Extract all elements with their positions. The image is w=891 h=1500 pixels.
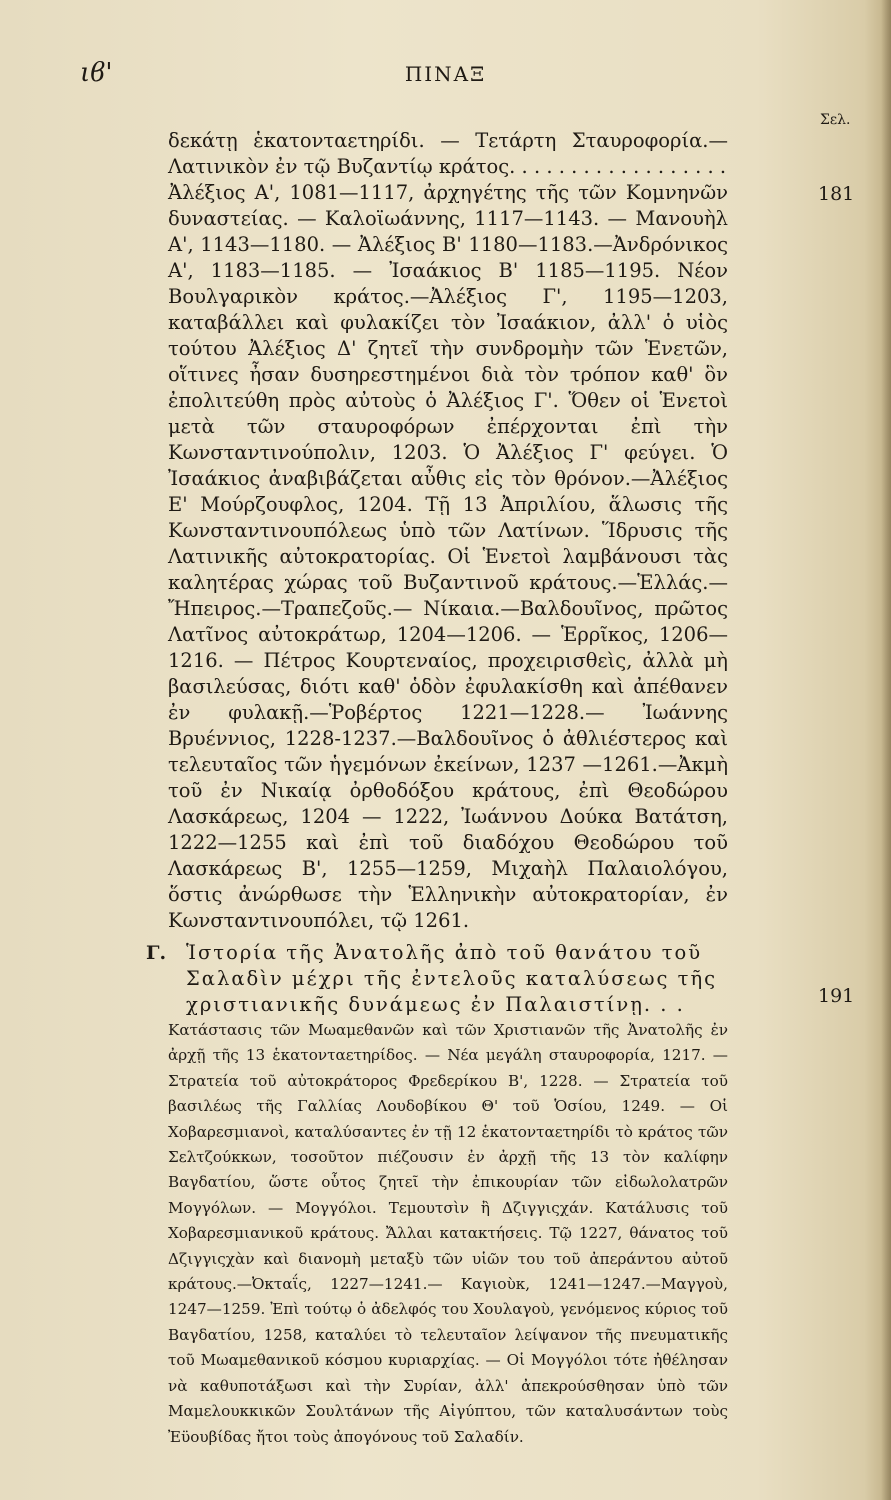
running-title: ΠΙΝΑΞ xyxy=(404,62,487,86)
page-number: ιϐ' xyxy=(80,58,113,88)
index-body xyxy=(146,128,728,1450)
index-entry xyxy=(168,180,728,934)
section-text: Κατάστασις τῶν Μωαμεθανῶν καὶ τῶν Χριστιανῶν τῆς Ἀνατολῆς ἐν ἀρχῇ τῆς 13 ἑκατονταετηρίδος. — Νέα μεγάλη σταυροφορία, 1217. — Στρατεία τοῦ αὐτοκράτορος Φρεδερίκου Β', 1228. — Στρατεία τοῦ βασιλέως τῆς Γαλλίας Λουδοβίκου Θ' τοῦ Ὁσίου, 1249. — Οἱ Χοβαρεσμιανοὶ, καταλύσαντες ἐν τῇ 12 ἑκατονταετηρίδι τὸ κράτος τῶν Σελτζούκκων, τοσοῦτον πιέζουσιν ἐν ἀρχῇ τῆς 13 τὸν καλίφην Βαγδατίου, ὥστε οὗτος ζητεῖ τὴν ἐπικουρίαν τῶν εἰδωλολατρῶν Μογγόλων. — Μογγόλοι. Τεμουτσὶν ἢ Δζιγγιςχάν. Κατάλυσις τοῦ Χοβαρεσμιανικοῦ κράτους. Ἄλλαι κατακτήσεις. Τῷ 1227, θάνατος τοῦ Δζιγγιςχὰν καὶ διανομὴ μεταξὺ τῶν υἱῶν του τοῦ ἀπεράντου αὐτοῦ κράτους.—Ὀκταΐς, 1227—1241.— Καγιοὺκ, 1241—1247.—Μαγγοὺ, 1247—1259. Ἐπὶ τούτῳ ὁ ἀδελφός του Χουλαγοὺ, γενόμενος κύριος τοῦ Βαγδατίου, 1258, καταλύει τὸ τελευταῖον λείψανον τῆς πνευματικῆς τοῦ Μωαμεθανικοῦ κόσμου κυριαρχίας. — Οἱ Μογγόλοι τότε ἠθέλησαν νὰ καθυποτάξωσι καὶ τὴν Συρίαν, ἀλλ' ἀπεκρούσθησαν ὑπὸ τῶν Μαμελουκκικῶν Σουλτάνων τῆς Αἰγύπτου, τῶν καταλυσάντων τοὺς Ἐϋουβίδας ἤτοι τοὺς ἀπογόνους τοῦ Σαλαδίν. xyxy=(168,1021,728,1446)
section-body xyxy=(168,1018,728,1450)
section-title: Ἱστορία τῆς Ἀνατολῆς ἀπὸ τοῦ θανάτου τοῦ Σαλαδὶν μέχρι τῆς ἐντελοῦς καταλύσεως τῆς χριστιανικῆς δυνάμεως ἐν Παλαιστίνῃ. . . xyxy=(186,941,718,1016)
section-letter: Γ. xyxy=(146,942,167,964)
page-reference: 181 xyxy=(818,183,855,205)
section-heading xyxy=(146,940,728,1018)
page-reference: 191 xyxy=(818,985,855,1007)
page-edge-shadow xyxy=(881,0,891,1500)
index-entry xyxy=(168,128,728,180)
entry-text: Ἀλέξιος Α', 1081—1117, ἀρχηγέτης τῆς τῶν Κομνηνῶν δυναστείας. — Καλοϊωάννης, 1117—1143. — Μανουὴλ Α', 1143—1180. — Ἀλέξιος Β' 1180—1183.—Ἀνδρόνικος Α', 1183—1185. — Ἰσαάκιος Β' 1185—1195. Νέον Βουλγαρικὸν κράτος.—Ἀλέξιος Γ', 1195—1203, καταβάλλει καὶ φυλακίζει τὸν Ἰσαάκιον, ἀλλ' ὁ υἱὸς τούτου Ἀλέξιος Δ' ζητεῖ τὴν συνδρομὴν τῶν Ἑνετῶν, οἵτινες ἦσαν δυσηρεστημένοι διὰ τὸν τρόπον καθ' ὃν ἐπολιτεύθη πρὸς αὐτοὺς ὁ Ἀλέξιος Γ'. Ὅθεν οἱ Ἑνετοὶ μετὰ τῶν σταυροφόρων ἐπέρχονται ἐπὶ τὴν Κωνσταντινούπολιν, 1203. Ὁ Ἀλέξιος Γ' φεύγει. Ὁ Ἰσαάκιος ἀναβιβάζεται αὖθις εἰς τὸν θρόνον.—Ἀλέξιος Ε' Μούρζουφλος, 1204. Τῇ 13 Ἀπριλίου, ἅλωσις τῆς Κωνσταντινουπόλεως ὑπὸ τῶν Λατίνων. Ἵδρυσις τῆς Λατινικῆς αὐτοκρατορίας. Οἱ Ἑνετοὶ λαμβάνουσι τὰς καλητέρας χώρας τοῦ Βυζαντινοῦ κράτους.—Ἑλλάς.—Ἤπειρος.—Τραπεζοῦς.— Νίκαια.—Βαλδουῖνος, πρῶτος Λατῖνος αὐτοκράτωρ, 1204—1206. — Ἑρρῖκος, 1206—1216. — Πέτρος Κουρτεναίος, προχειρισθεὶς, ἀλλὰ μὴ βασιλεύσας, διότι καθ' ὁδὸν ἐφυλακίσθη καὶ ἀπέθανεν ἐν φυλακῇ.—Ῥοβέρτος 1221—1228.— Ἰωάννης Βρυέννιος, 1228-1237.—Βαλδουῖνος ὁ ἀθλιέστερος καὶ τελευταῖος τῶν ἡγεμόνων ἐκείνων, 1237 —1261.—Ἀκμὴ τοῦ ἐν Νικαίᾳ ὀρθοδόξου κράτους, ἐπὶ Θεοδώρου Λασκάρεως, 1204 — 1222, Ἰωάννου Δούκα Βατάτση, 1222—1255 καὶ ἐπὶ τοῦ διαδόχου Θεοδώρου τοῦ Λασκάρεως Β', 1255—1259, Μιχαὴλ Παλαιολόγου, ὅστις ἀνώρθωσε τὴν Ἑλληνικὴν αὐτοκρατορίαν, ἐν Κωνσταντινουπόλει, τῷ 1261. xyxy=(168,181,728,932)
page-column-label: Σελ. xyxy=(820,112,851,128)
entry-text: δεκάτῃ ἑκατονταετηρίδι. — Τετάρτη Σταυροφορία.—Λατινικὸν ἐν τῷ Βυζαντίῳ κράτος. . . . . . . . . . . . . . . . . . xyxy=(168,129,728,178)
